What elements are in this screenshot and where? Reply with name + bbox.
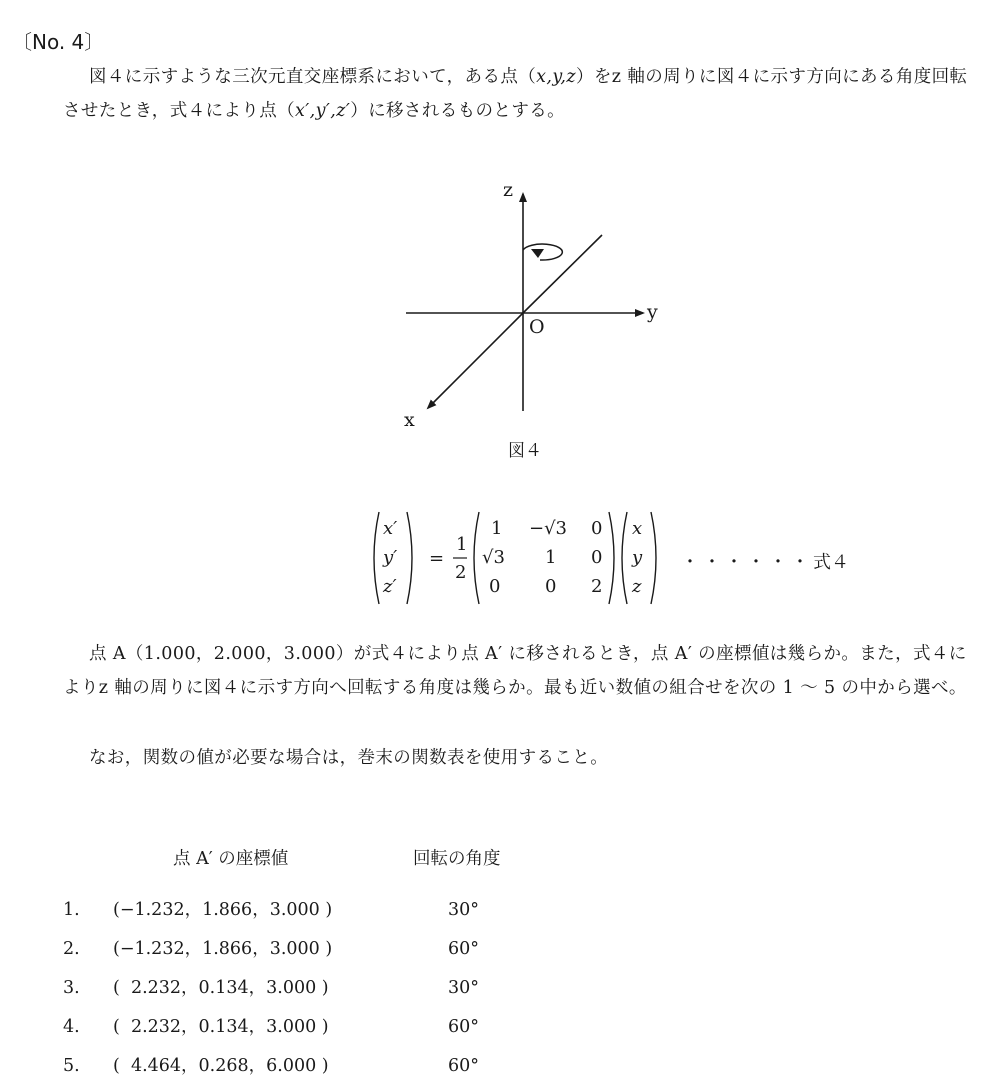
coef-numerator: 1 — [456, 534, 468, 555]
intro-text-b: ）をz 軸の周りに図４に示す方向にある角度回転させたとき，式４により点（ — [63, 67, 968, 121]
equation-label: 式４ — [813, 552, 849, 573]
rhs-paren-left — [622, 512, 627, 604]
matrix-paren-left — [474, 512, 479, 604]
equation-svg — [365, 506, 925, 610]
m13: 0 — [591, 518, 603, 539]
choice-number: 1. — [63, 900, 80, 920]
choice-2[interactable] — [63, 932, 763, 966]
x-axis-back — [523, 235, 602, 313]
choice-coordinates: (−1.232，1.866，3.000 ) — [113, 939, 333, 959]
choice-angle: 30° — [448, 900, 480, 920]
choice-1[interactable] — [63, 893, 763, 927]
lhs-paren-left — [374, 512, 379, 604]
lhs-paren-right — [407, 512, 412, 604]
m33: 2 — [591, 576, 603, 597]
m12: −√3 — [529, 518, 568, 539]
choice-5[interactable] — [63, 1049, 763, 1083]
choice-angle: 60° — [448, 1017, 480, 1037]
choice-number: 2. — [63, 939, 80, 959]
choice-number: 4. — [63, 1017, 80, 1037]
point-xyz: x,y,z — [536, 67, 576, 87]
equation-dots: ・・・・・・ — [681, 552, 813, 573]
rhs-z: z — [632, 576, 642, 597]
equals-sign: = — [429, 548, 445, 569]
intro-text-c: ）に移されるものとする。 — [350, 101, 566, 121]
note-paragraph: なお，関数の値が必要な場合は，巻末の関数表を使用すること。 — [89, 748, 609, 768]
rotation-arrowhead-icon — [531, 249, 544, 258]
header-angle: 回転の角度 — [413, 849, 501, 869]
coef-denominator: 2 — [455, 562, 467, 583]
choice-number: 3. — [63, 978, 80, 998]
choice-coordinates: ( 2.232，0.134，3.000 ) — [113, 978, 329, 998]
axes-diagram — [390, 172, 690, 472]
m32: 0 — [545, 576, 557, 597]
choice-number: 5. — [63, 1056, 80, 1076]
rhs-y: y — [632, 547, 643, 568]
m22: 1 — [545, 547, 557, 568]
m11: 1 — [491, 518, 503, 539]
m21: √3 — [482, 547, 505, 568]
lhs-x: x′ — [383, 518, 398, 539]
choices-header — [63, 842, 763, 876]
choice-3[interactable] — [63, 971, 763, 1005]
choice-coordinates: ( 4.464，0.268，6.000 ) — [113, 1056, 329, 1076]
figure-4 — [390, 172, 690, 472]
label-z: z — [503, 179, 514, 201]
intro-paragraph — [63, 60, 978, 128]
lhs-z: z′ — [383, 576, 397, 597]
rotation-arrow-icon — [523, 244, 562, 260]
header-coordinates: 点 A′ の座標値 — [173, 849, 289, 869]
choice-angle: 30° — [448, 978, 480, 998]
m23: 0 — [591, 547, 603, 568]
rhs-paren-right — [651, 512, 656, 604]
m31: 0 — [489, 576, 501, 597]
lhs-y: y′ — [383, 547, 398, 568]
figure-caption: 図４ — [508, 441, 542, 461]
choice-coordinates: (−1.232，1.866，3.000 ) — [113, 900, 333, 920]
label-origin: O — [529, 316, 545, 338]
question-number: 〔No. 4〕 — [12, 30, 105, 54]
choice-angle: 60° — [448, 1056, 480, 1076]
intro-text-a: 図４に示すような三次元直交座標系において，ある点（ — [89, 67, 537, 87]
choice-coordinates: ( 2.232，0.134，3.000 ) — [113, 1017, 329, 1037]
label-x: x — [404, 409, 415, 431]
label-y: y — [647, 301, 658, 323]
x-axis — [428, 313, 523, 408]
point-xyz-prime: x′,y′,z′ — [295, 101, 351, 121]
choice-4[interactable] — [63, 1010, 763, 1044]
choice-angle: 60° — [448, 939, 480, 959]
rhs-x: x — [632, 518, 643, 539]
problem-paragraph: 点 A（1.000，2.000，3.000）が式４により点 A′ に移されるとき，点 A′ の座標値は幾らか。また，式４によりz 軸の周りに図４に示す方向へ回転する角度は幾らか。最も近い数値の組合せを次の 1 ～ 5 の中から選べ。 — [63, 644, 967, 698]
matrix-paren-right — [609, 512, 614, 604]
equation-4 — [365, 506, 925, 610]
